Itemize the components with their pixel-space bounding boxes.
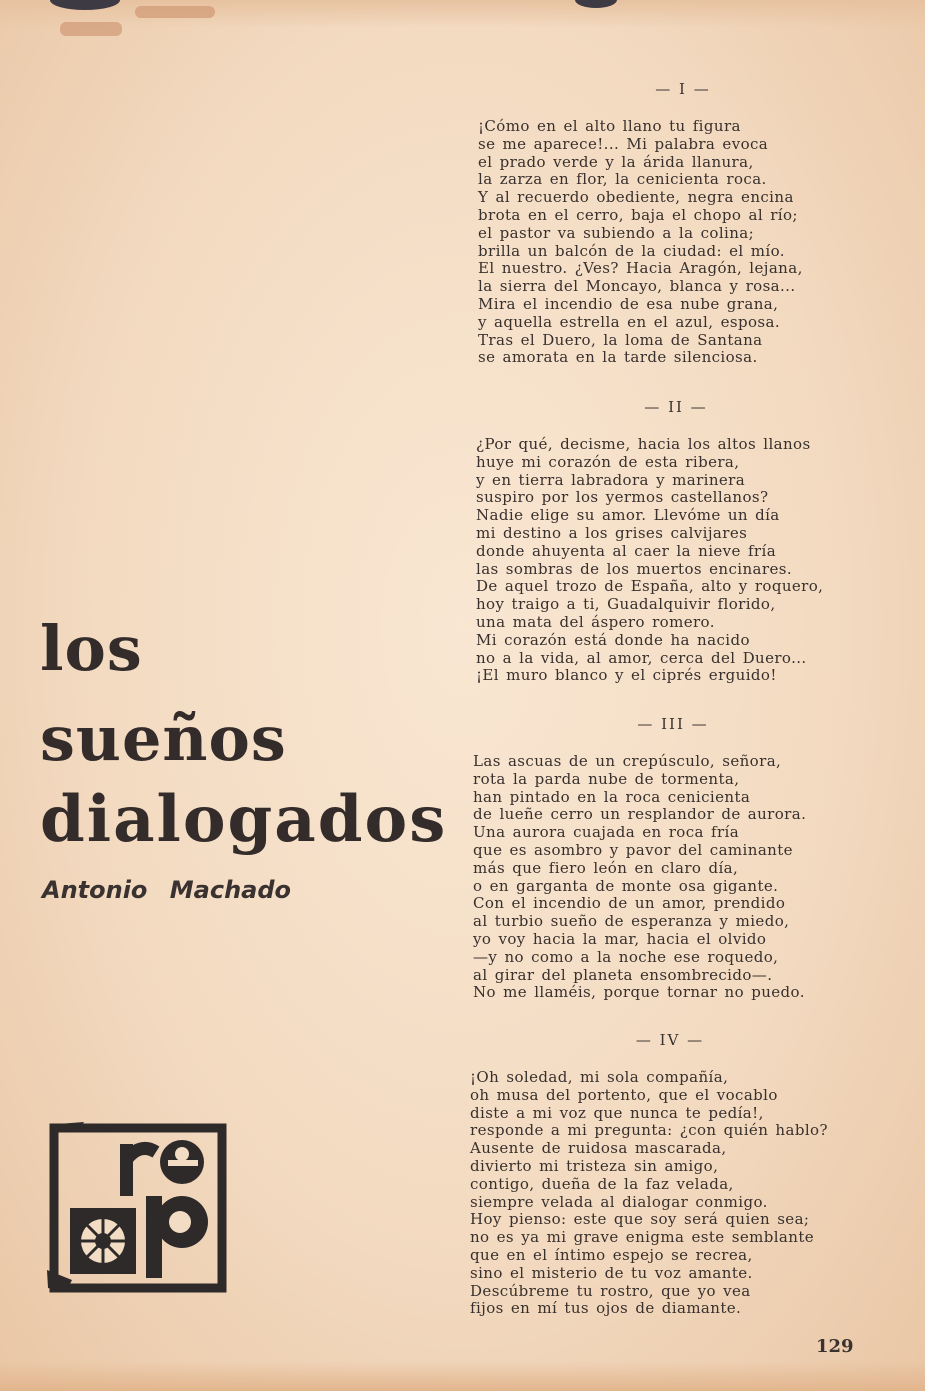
- verse-lines: [470, 1069, 870, 1318]
- verse-line: Mira el incendio de esa nube grana,: [478, 294, 779, 313]
- verse-line: más que fiero león en claro día,: [473, 858, 739, 877]
- verse-line: ¡Oh soledad, mi sola compañía,: [470, 1068, 729, 1086]
- verse-line: huye mi corazón de esta ribera,: [476, 452, 740, 471]
- verse-line: se amorata en la tarde silenciosa.: [478, 348, 758, 367]
- verse-line: —y no como a la noche ese roquedo,: [473, 947, 779, 966]
- verse-line: siempre velada al dialogar conmigo.: [470, 1192, 768, 1211]
- verse-line: al turbio sueño de esperanza y miedo,: [473, 912, 790, 931]
- verse-line: ¡Cómo en el alto llano tu figura: [478, 117, 741, 135]
- verse-line: la sierra del Moncayo, blanca y rosa...: [478, 277, 796, 296]
- verse-line: o en garganta de monte osa gigante.: [473, 876, 779, 895]
- verse-line: Una aurora cuajada en roca fría: [473, 823, 740, 842]
- verse-line: diste a mi voz que nunca te pedía!,: [470, 1103, 764, 1122]
- poem-section-4: [470, 1031, 870, 1318]
- page-edge-bottom: [0, 1361, 925, 1391]
- verse-line: Tras el Duero, la loma de Santana: [478, 330, 763, 349]
- verse-line: Con el incendio de un amor, prendido: [473, 894, 786, 913]
- section-numeral: — I —: [655, 80, 711, 98]
- verse-line: no a la vida, al amor, cerca del Duero...: [476, 648, 807, 667]
- page-number: 129: [816, 1336, 854, 1357]
- verse-line: rota la parda nube de tormenta,: [473, 769, 740, 788]
- verse-line: mi destino a los grises calvijares: [476, 523, 748, 542]
- verse-line: responde a mi pregunta: ¿con quién hablo?: [470, 1121, 828, 1140]
- section-numeral: — IV —: [635, 1031, 705, 1049]
- verse-line: El nuestro. ¿Ves? Hacia Aragón, lejana,: [478, 259, 803, 278]
- author-name: Antonio Machado: [42, 876, 292, 904]
- verse-lines: [476, 436, 876, 685]
- verse-line: las sombras de los muertos encinares.: [476, 559, 792, 578]
- verse-line: Descúbreme tu rostro, que yo vea: [470, 1281, 751, 1300]
- verse-line: brota en el cerro, baja el chopo al río;: [478, 205, 798, 224]
- verse-line: divierto mi tristeza sin amigo,: [470, 1156, 719, 1175]
- verse-line: una mata del áspero romero.: [476, 612, 715, 631]
- verse-line: y en tierra labradora y marinera: [476, 470, 746, 489]
- verse-line: donde ahuyenta al caer la nieve fría: [476, 541, 777, 560]
- verse-line: hoy traigo a ti, Guadalquivir florido,: [476, 595, 776, 614]
- verse-line: suspiro por los yermos castellanos?: [476, 488, 769, 507]
- poem-section-3: [473, 715, 873, 1002]
- rep-logo-icon: [44, 1120, 230, 1298]
- tape-residue: [135, 6, 215, 18]
- title-line: dialogados: [40, 782, 448, 857]
- verse-line: Mi corazón está donde ha nacido: [476, 630, 750, 649]
- title-line: los: [40, 612, 143, 685]
- verse-line: que es asombro y pavor del caminante: [473, 840, 793, 859]
- verse-line: la zarza en flor, la cenicienta roca.: [478, 170, 767, 189]
- verse-line: De aquel trozo de España, alto y roquero,: [476, 577, 824, 596]
- section-numeral: — II —: [644, 398, 708, 416]
- poem-section-1: [478, 80, 878, 367]
- verse-line: fijos en mí tus ojos de diamante.: [470, 1299, 742, 1318]
- verse-line: de lueñe cerro un resplandor de aurora.: [473, 805, 807, 824]
- tape-residue: [60, 22, 122, 36]
- verse-line: Las ascuas de un crepúsculo, señora,: [473, 752, 782, 770]
- section-numeral: — III —: [637, 715, 709, 733]
- verse-line: no es ya mi grave enigma este semblante: [470, 1228, 815, 1247]
- verse-line: que en el íntimo espejo se recrea,: [470, 1245, 753, 1264]
- verse-line: se me aparece!... Mi palabra evoca: [478, 134, 769, 153]
- verse-line: el prado verde y la árida llanura,: [478, 152, 754, 171]
- verse-line: Y al recuerdo obediente, negra encina: [478, 188, 794, 207]
- verse-line: y aquella estrella en el azul, esposa.: [478, 312, 780, 331]
- verse-line: al girar del planeta ensombrecido—.: [473, 965, 773, 984]
- verse-line: yo voy hacia la mar, hacia el olvido: [473, 929, 767, 948]
- title-line: sueños: [40, 702, 287, 775]
- verse-line: el pastor va subiendo a la colina;: [478, 223, 755, 242]
- verse-line: contigo, dueña de la faz velada,: [470, 1174, 734, 1193]
- article-title: [40, 612, 448, 857]
- verse-line: No me llaméis, porque tornar no puedo.: [473, 983, 805, 1002]
- verse-line: ¡El muro blanco y el ciprés erguido!: [476, 666, 777, 685]
- verse-line: Hoy pienso: este que soy será quien sea;: [470, 1210, 810, 1229]
- verse-line: sino el misterio de tu voz amante.: [470, 1263, 753, 1282]
- verse-line: Nadie elige su amor. Llevóme un día: [476, 506, 780, 525]
- verse-line: han pintado en la roca cenicienta: [473, 787, 751, 806]
- verse-lines: [478, 118, 878, 367]
- poem-section-2: [476, 398, 876, 685]
- verse-line: Ausente de ruidosa mascarada,: [470, 1139, 727, 1158]
- verse-lines: [473, 753, 873, 1002]
- verse-line: oh musa del portento, que el vocablo: [470, 1085, 778, 1104]
- verse-line: ¿Por qué, decisme, hacia los altos llanos: [476, 435, 811, 453]
- verse-line: brilla un balcón de la ciudad: el mío.: [478, 241, 785, 260]
